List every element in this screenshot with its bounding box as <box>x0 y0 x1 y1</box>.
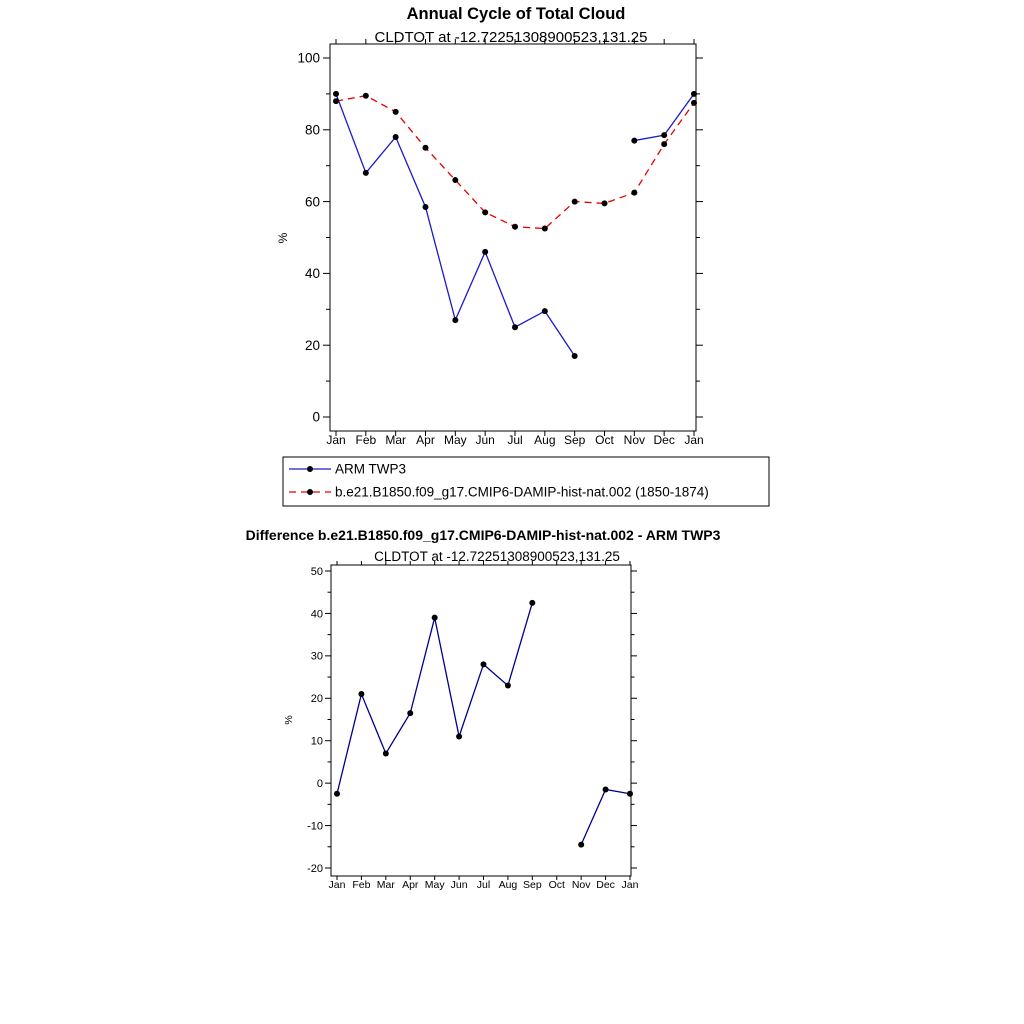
x-tick-label: Oct <box>595 433 614 447</box>
x-tick-label: Sep <box>563 433 586 447</box>
top-chart-axes <box>297 39 703 447</box>
data-point <box>572 353 578 359</box>
x-tick-label: Dec <box>653 433 675 447</box>
plot-frame <box>330 44 696 431</box>
legend-entry-model <box>289 485 709 500</box>
top-chart <box>276 5 769 506</box>
data-point <box>529 600 535 606</box>
data-point <box>334 791 340 797</box>
data-point <box>505 683 511 689</box>
data-point <box>456 733 462 739</box>
x-tick-label: Nov <box>623 433 646 447</box>
data-point <box>482 209 488 215</box>
y-tick-label: 0 <box>312 409 320 425</box>
bottom-chart <box>246 527 721 891</box>
legend-label-model: b.e21.B1850.f09_g17.CMIP6-DAMIP-hist-nat.002 (1850-1874) <box>335 484 709 500</box>
data-point <box>393 109 399 115</box>
plot-frame <box>331 565 631 876</box>
y-tick-label: 20 <box>310 693 323 706</box>
x-tick-label: Apr <box>416 433 435 447</box>
data-point <box>572 199 578 205</box>
x-tick-label: Dec <box>596 879 615 891</box>
data-point <box>631 138 637 144</box>
data-point <box>333 98 339 104</box>
data-point <box>627 791 633 797</box>
data-point <box>452 177 458 183</box>
legend-marker-icon <box>307 489 313 495</box>
y-tick-label: 60 <box>304 194 320 210</box>
x-tick-label: Feb <box>355 433 377 447</box>
bottom-chart-y-axis-label: % <box>283 715 295 725</box>
data-point <box>481 661 487 667</box>
bottom-chart-series <box>334 600 633 848</box>
data-point <box>691 100 697 106</box>
data-point <box>578 842 584 848</box>
data-point <box>661 132 667 138</box>
x-tick-label: Jan <box>684 433 704 447</box>
y-tick-label: 0 <box>316 777 323 790</box>
series-line <box>337 603 532 794</box>
x-tick-label: Aug <box>498 879 518 891</box>
data-point <box>407 710 413 716</box>
data-point <box>452 317 458 323</box>
x-tick-label: Mar <box>376 879 395 891</box>
legend-marker-icon <box>307 466 313 472</box>
top-chart-subtitle: CLDTOT at -12.72251308900523,131.25 <box>374 29 648 46</box>
data-point <box>432 615 438 621</box>
legend-entry-arm-twp3 <box>289 462 406 477</box>
y-tick-label: -20 <box>307 862 323 875</box>
data-point <box>631 190 637 196</box>
x-tick-label: May <box>424 879 445 891</box>
x-tick-label: Jun <box>475 433 495 447</box>
data-point <box>542 308 548 314</box>
x-tick-label: Apr <box>402 879 419 891</box>
data-point <box>482 249 488 255</box>
data-point <box>661 141 667 147</box>
x-tick-label: Jan <box>621 879 639 891</box>
data-point <box>423 145 429 151</box>
data-point <box>602 200 608 206</box>
y-tick-label: 40 <box>310 608 323 621</box>
data-point <box>383 750 389 756</box>
y-tick-label: 100 <box>297 50 320 66</box>
data-point <box>333 91 339 97</box>
x-tick-label: Jun <box>450 879 468 891</box>
data-point <box>363 93 369 99</box>
x-tick-label: Jul <box>507 433 523 447</box>
data-point <box>358 691 364 697</box>
x-tick-label: Mar <box>385 433 407 447</box>
x-tick-label: May <box>443 433 467 447</box>
x-tick-label: Jan <box>328 879 346 891</box>
top-chart-series <box>333 91 697 359</box>
data-point <box>691 91 697 97</box>
series-line <box>581 790 630 845</box>
data-point <box>423 204 429 210</box>
series-line <box>336 94 575 356</box>
data-point <box>363 170 369 176</box>
legend <box>283 457 769 506</box>
bottom-chart-axes <box>307 561 639 891</box>
y-tick-label: 30 <box>310 650 323 663</box>
top-chart-y-axis-label: % <box>276 232 290 244</box>
series-line <box>336 96 694 229</box>
x-tick-label: Aug <box>534 433 556 447</box>
data-point <box>512 324 518 330</box>
x-tick-label: Jan <box>326 433 346 447</box>
x-tick-label: Nov <box>571 879 591 891</box>
bottom-chart-title: Difference b.e21.B1850.f09_g17.CMIP6-DAMIP-hist-nat.002 - ARM TWP3 <box>245 527 721 543</box>
legend-label-arm-twp3: ARM TWP3 <box>335 461 407 477</box>
data-point <box>512 224 518 230</box>
y-tick-label: -10 <box>307 820 323 833</box>
x-tick-label: Jul <box>476 879 491 891</box>
y-tick-label: 40 <box>304 266 320 282</box>
top-chart-title: Annual Cycle of Total Cloud <box>406 5 626 23</box>
y-tick-label: 50 <box>310 565 323 578</box>
y-tick-label: 20 <box>304 337 320 353</box>
y-tick-label: 80 <box>304 122 320 138</box>
x-tick-label: Sep <box>522 879 542 891</box>
data-point <box>542 226 548 232</box>
bottom-chart-subtitle: CLDTOT at -12.72251308900523,131.25 <box>374 549 620 564</box>
y-tick-label: 10 <box>310 735 323 748</box>
x-tick-label: Oct <box>548 879 565 891</box>
x-tick-label: Feb <box>352 879 371 891</box>
data-point <box>393 134 399 140</box>
data-point <box>603 787 609 793</box>
